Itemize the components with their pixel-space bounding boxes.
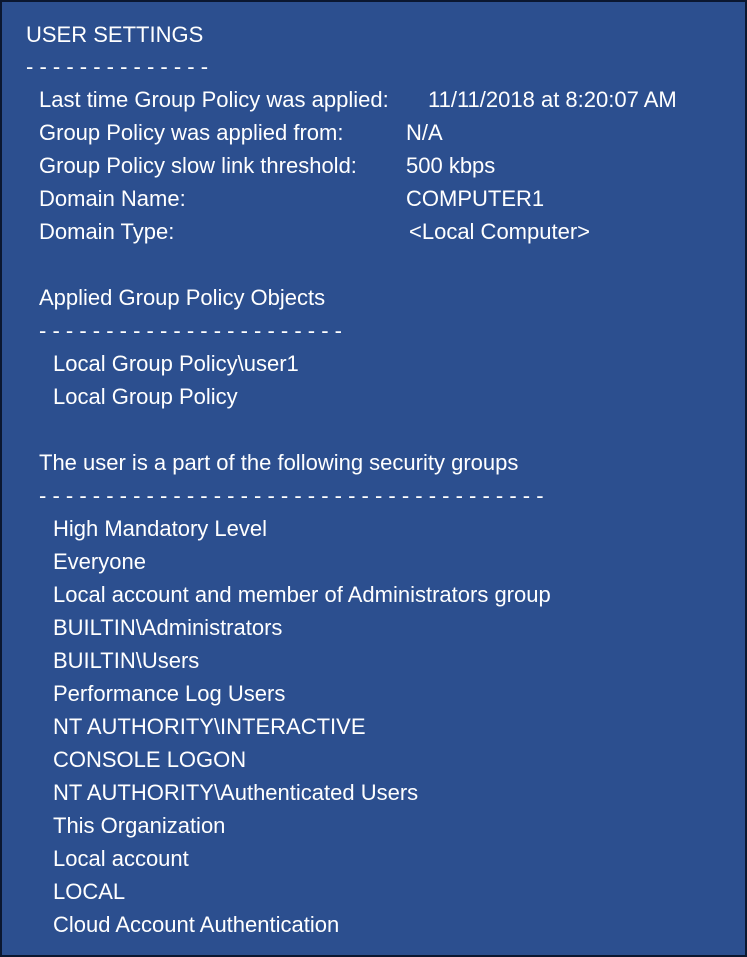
applied-gpos-heading: Applied Group Policy Objects bbox=[39, 285, 326, 310]
list-item: BUILTIN\Users bbox=[53, 648, 200, 673]
list-item: Everyone bbox=[53, 549, 146, 574]
applied-gpos-underline: - - - - - - - - - - - - - - - - - - - - - - - bbox=[39, 318, 342, 343]
domain-type-label: Domain Type: bbox=[39, 219, 175, 244]
section-title-underline: - - - - - - - - - - - - - - bbox=[26, 54, 209, 79]
list-item: Local Group Policy bbox=[53, 384, 238, 409]
list-item: Cloud Account Authentication bbox=[53, 912, 340, 937]
list-item: BUILTIN\Administrators bbox=[53, 615, 283, 640]
domain-name-label: Domain Name: bbox=[39, 186, 186, 211]
applied-from-label: Group Policy was applied from: bbox=[39, 120, 344, 145]
security-groups-heading: The user is a part of the following security groups bbox=[39, 450, 519, 475]
applied-from-value: N/A bbox=[406, 120, 443, 145]
list-item: High Mandatory Level bbox=[53, 516, 268, 541]
list-item: NT AUTHORITY\INTERACTIVE bbox=[53, 714, 366, 739]
list-item: Local account and member of Administrators group bbox=[53, 582, 551, 607]
slow-link-label: Group Policy slow link threshold: bbox=[39, 153, 357, 178]
list-item: Local Group Policy\user1 bbox=[53, 351, 299, 376]
list-item: Local account bbox=[53, 846, 189, 871]
security-groups-underline: - - - - - - - - - - - - - - - - - - - - - - - - - - - - - - - - - - - - - - bbox=[39, 483, 544, 508]
last-applied-value: 11/11/2018 at 8:20:07 AM bbox=[428, 87, 677, 112]
list-item: Performance Log Users bbox=[53, 681, 286, 706]
list-item: CONSOLE LOGON bbox=[53, 747, 247, 772]
list-item: LOCAL bbox=[53, 879, 126, 904]
domain-type-value: <Local Computer> bbox=[409, 219, 590, 244]
list-item: NT AUTHORITY\Authenticated Users bbox=[53, 780, 419, 805]
last-applied-label: Last time Group Policy was applied: bbox=[39, 87, 389, 112]
domain-name-value: COMPUTER1 bbox=[406, 186, 545, 211]
section-title: USER SETTINGS bbox=[26, 22, 204, 47]
list-item: This Organization bbox=[53, 813, 226, 838]
slow-link-value: 500 kbps bbox=[406, 153, 496, 178]
